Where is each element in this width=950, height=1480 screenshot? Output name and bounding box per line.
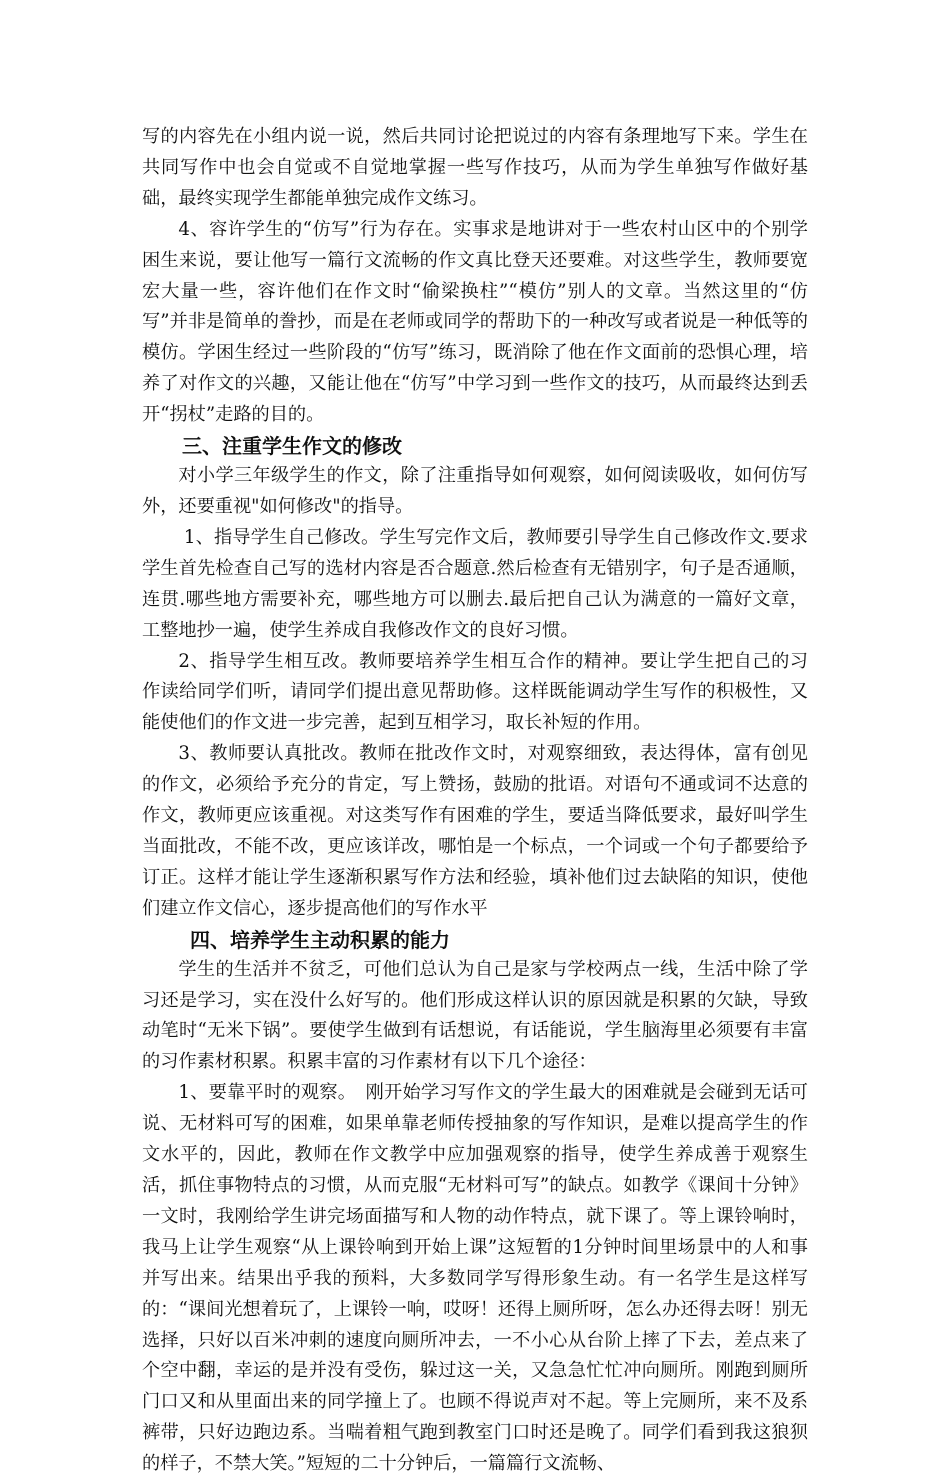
paragraph-accumulation-intro: 学生的生活并不贫乏，可他们总认为自己是家与学校两点一线，生活中除了学习还是学习，实在没什么好写的。他们形成这样认识的原因就是积累的欠缺，导致动笔时“无米下锅”。要使学生做到有话想说，有话能说，学生脑海里必须要有丰富的习作素材积累。积累丰富的习作素材有以下几个途径： [142,958,808,1073]
paragraph-self-revision: 1、指导学生自己修改。学生写完作文后，教师要引导学生自己修改作文.要求学生首先检查自己写的选材内容是否合题意.然后检查有无错别字，句子是否通顺，连贯.哪些地方需要补充，哪些地方可以删去.最后把自己认为满意的一篇好文章，工整地抄一遍，使学生养成自我修改作文的良好习惯。 [142,526,808,641]
document-page [142,122,808,1480]
paragraph-peer-revision: 2、指导学生相互改。教师要培养学生相互合作的精神。要让学生把自己的习作读给同学们听，请同学们提出意见帮助修。这样既能调动学生写作的积极性，又能使他们的作文进一步完善，起到互相学习，取长补短的作用。 [142,650,808,734]
paragraph-observation: 1、要靠平时的观察。 刚开始学习写作文的学生最大的困难就是会碰到无话可说、无材料可写的困难，如果单靠老师传授抽象的写作知识，是难以提高学生的作文水平的，因此，教师在作文教学中应加强观察的指导，使学生养成善于观察生活，抓住事物特点的习惯，从而克服“无材料可写”的缺点。如教学《课间十分钟》一文时，我刚给学生讲完场面描写和人物的动作特点，就下课了。等上课铃响时，我马上让学生观察“从上课铃响到开始上课”这短暂的1分钟时间里场景中的人和事并写出来。结果出乎我的预料，大多数同学写得形象生动。有一名学生是这样写的：“课间光想着玩了，上课铃一响，哎呀！还得上厕所呀，怎么办还得去呀！别无选择，只好以百米冲刺的速度向厕所冲去，一不小心从台阶上摔了下去，差点来了个空中翻，幸运的是并没有受伤，躲过这一关，又急急忙忙冲向厕所。刚跑到厕所门口又和从里面出来的同学撞上了。也顾不得说声对不起。等上完厕所，来不及系裤带，只好边跑边系。当喘着粗气跑到教室门口时还是晚了。同学们看到我这狼狈的样子，不禁大笑。”短短的二十分钟后，一篇篇行文流畅、 [142,1082,808,1475]
paragraph-imitation-writing: 4、容许学生的“仿写”行为存在。实事求是地讲对于一些农村山区中的个别学困生来说，要让他写一篇行文流畅的作文真比登天还要难。对这些学生，教师要宽宏大量一些，容许他们在作文时“偷梁换柱”“模仿”别人的文章。当然这里的“仿写”并非是简单的誊抄，而是在老师或同学的帮助下的一种改写或者说是一种低等的模仿。学困生经过一些阶段的“仿写”练习，既消除了他在作文面前的恐惧心理，培养了对作文的兴趣，又能让他在“仿写”中学习到一些作文的技巧，从而最终达到丢开“拐杖”走路的目的。 [142,218,808,426]
paragraph-continued: 写的内容先在小组内说一说，然后共同讨论把说过的内容有条理地写下来。学生在共同写作中也会自觉或不自觉地掌握一些写作技巧，从而为学生单独写作做好基础，最终实现学生都能单独完成作文练习。 [142,126,808,209]
paragraph-revision-intro: 对小学三年级学生的作文，除了注重指导如何观察，如何阅读吸收，如何仿写外，还要重视"如何修改"的指导。 [142,465,808,517]
section-heading-4: 四、培养学生主动积累的能力 [190,927,450,952]
paragraph-teacher-revision: 3、教师要认真批改。教师在批改作文时，对观察细致，表达得体，富有创见的作文，必须给予充分的肯定，写上赞扬，鼓励的批语。对语句不通或词不达意的作文，教师更应该重视。对这类写作有困难的学生，要适当降低要求，最好叫学生当面批改，不能不改，更应该详改，哪怕是一个标点，一个词或一个句子都要给予订正。这样才能让学生逐渐积累写作方法和经验，填补他们过去缺陷的知识，使他们建立作文信心，逐步提高他们的写作水平 [142,743,808,919]
section-heading-3: 三、注重学生作文的修改 [182,434,402,459]
